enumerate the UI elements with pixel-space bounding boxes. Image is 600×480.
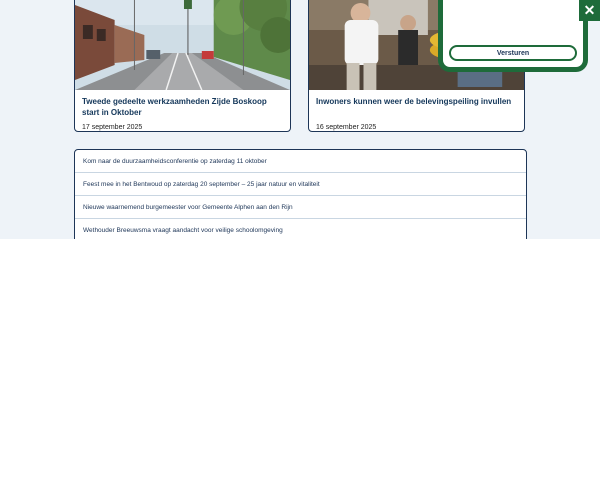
- news-card-title[interactable]: Inwoners kunnen weer de belevingspeiling invullen: [316, 97, 512, 106]
- news-list: [74, 149, 527, 239]
- news-list-item[interactable]: Kom naar de duurzaamheidsconferentie op zaterdag 11 oktober: [75, 150, 526, 173]
- close-icon[interactable]: ✕: [579, 0, 600, 21]
- news-list-item[interactable]: Feest mee in het Bentwoud op zaterdag 20 september – 25 jaar natuur en vitaliteit: [75, 173, 526, 196]
- news-list-item[interactable]: Wethouder Breeuwsma vraagt aandacht voor veilige schoolomgeving: [83, 227, 283, 234]
- street-photo-icon: [75, 0, 290, 90]
- news-card[interactable]: [74, 0, 291, 132]
- page-background: [0, 0, 600, 239]
- news-card-image: [75, 0, 290, 90]
- news-list-item[interactable]: Nieuwe waarnemend burgemeester voor Gemeente Alphen aan den Rijn: [75, 196, 526, 219]
- submit-button[interactable]: Versturen: [449, 45, 577, 61]
- news-card-date: 16 september 2025: [316, 124, 377, 131]
- news-card-date: 17 september 2025: [82, 124, 143, 131]
- news-card-title[interactable]: Tweede gedeelte werkzaamheden Zijde Boskoop start in Oktober: [82, 97, 267, 117]
- feedback-popup: [438, 0, 588, 72]
